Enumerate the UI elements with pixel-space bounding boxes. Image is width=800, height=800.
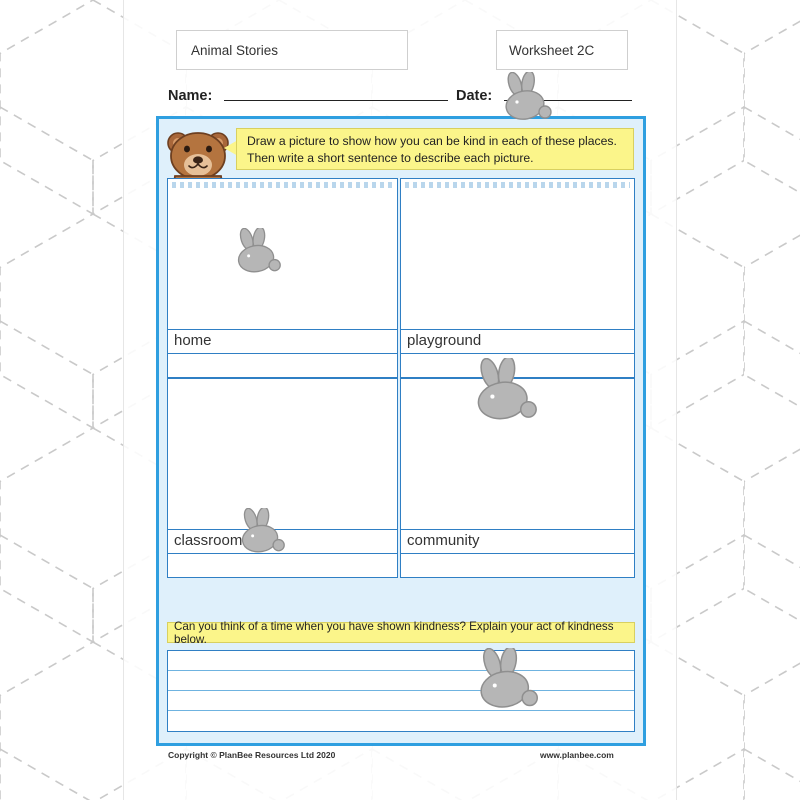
bunny-watermark	[495, 72, 557, 128]
dashed-guide	[405, 182, 630, 188]
writing-line	[168, 710, 634, 711]
reflection-prompt	[167, 619, 635, 646]
bunny-watermark	[232, 508, 290, 560]
answer-writing-box[interactable]	[167, 650, 635, 732]
dashed-guide	[172, 182, 393, 188]
draw-area-playground[interactable]	[400, 178, 635, 330]
date-label: Date:	[456, 88, 493, 104]
bunny-watermark	[462, 358, 546, 430]
copyright-text: Copyright © PlanBee Resources Ltd 2020	[168, 750, 336, 760]
writing-line	[168, 670, 634, 671]
worksheet-title: Animal Stories	[191, 42, 279, 58]
word-label-playground: playground	[407, 332, 482, 349]
word-label-classroom: classroom	[174, 532, 243, 549]
name-label: Name:	[168, 88, 213, 104]
bunny-watermark	[466, 648, 546, 718]
website-link[interactable]: www.planbee.com	[540, 750, 614, 760]
writing-rule	[168, 353, 397, 354]
word-box-community[interactable]	[400, 530, 635, 578]
writing-rule	[401, 553, 634, 554]
writing-rule	[401, 353, 634, 354]
instruction-bubble	[236, 128, 634, 170]
word-box-home[interactable]	[167, 330, 398, 378]
worksheet-number-box	[496, 30, 628, 70]
worksheet-title-box	[176, 30, 408, 70]
name-date-row	[168, 84, 632, 110]
reflection-prompt-text: Can you think of a time when you have shown kindness? Explain your act of kindness below.	[174, 619, 614, 646]
worksheet-number: Worksheet 2C	[509, 42, 595, 58]
bunny-watermark	[228, 228, 286, 280]
word-label-community: community	[407, 532, 480, 549]
writing-line	[168, 690, 634, 691]
word-label-home: home	[174, 332, 212, 349]
instruction-text: Draw a picture to show how you can be kind in each of these places. Then write a short sentence to describe each picture.	[247, 134, 617, 165]
name-input-line[interactable]	[224, 84, 448, 101]
